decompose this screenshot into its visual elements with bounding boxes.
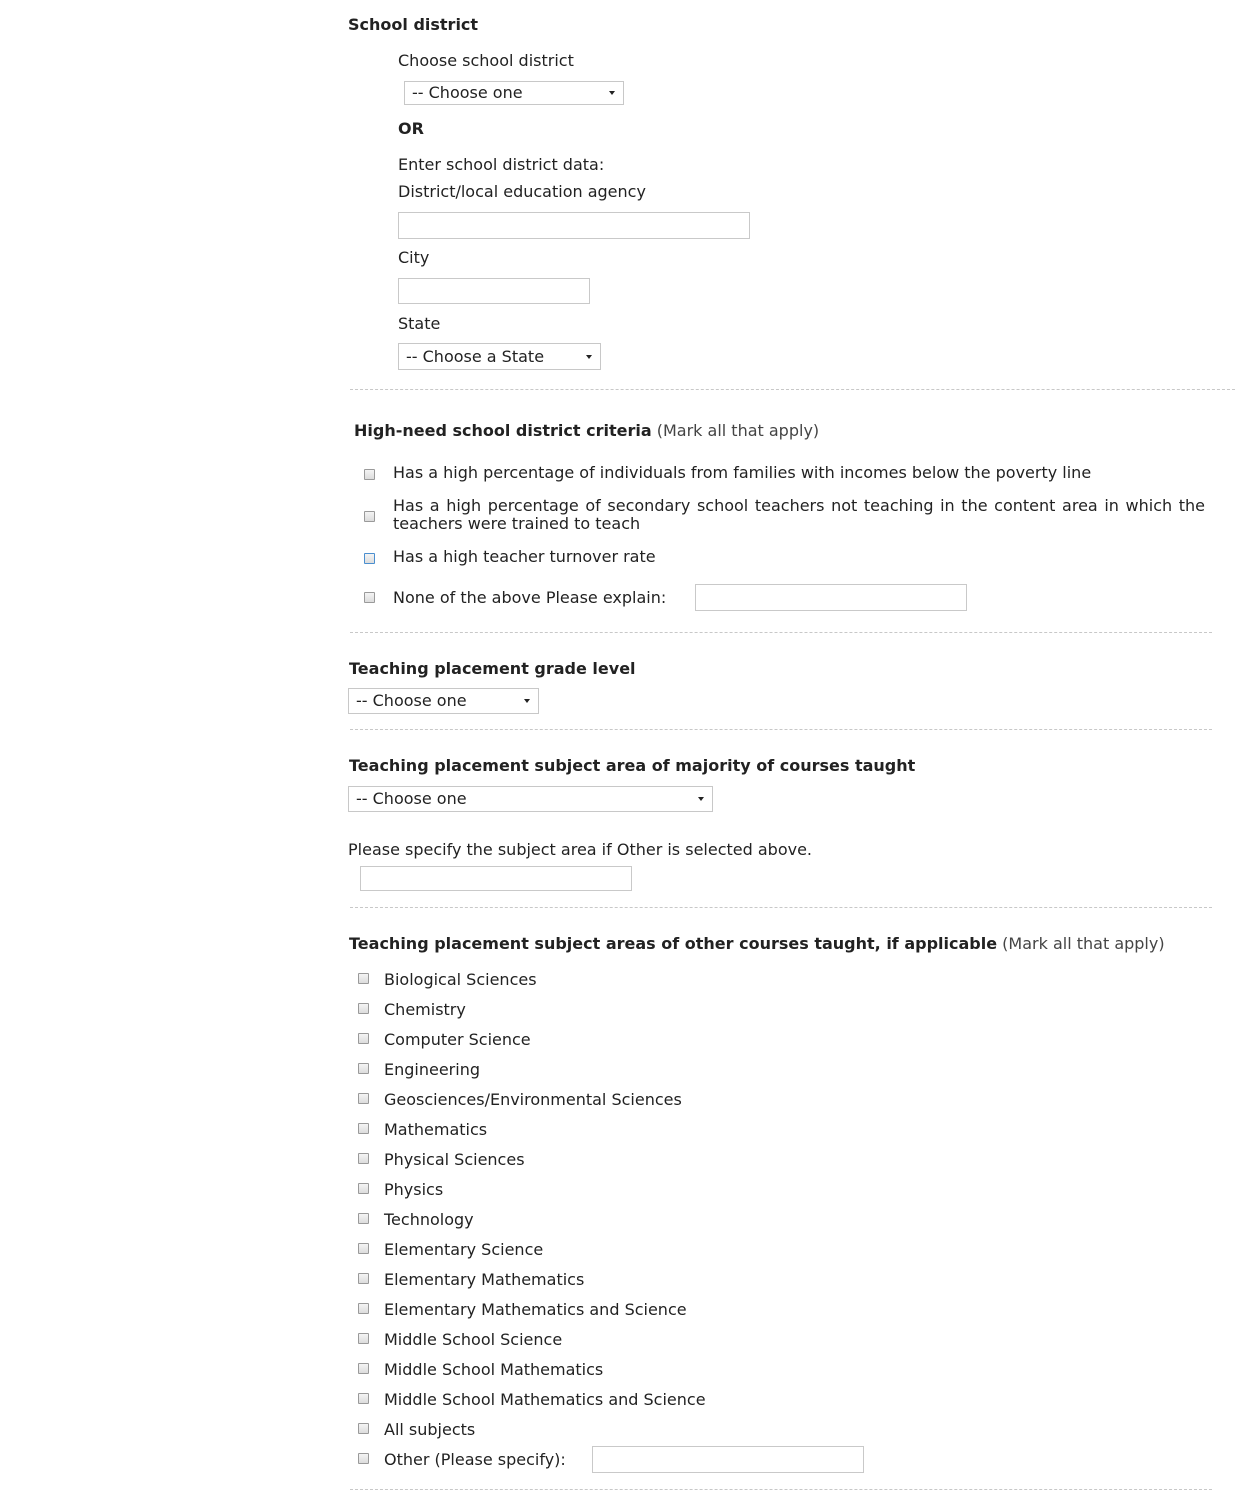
subject-checkbox[interactable] [358,1123,369,1134]
section-divider [350,907,1212,908]
city-input[interactable] [398,278,590,304]
state-label: State [398,314,441,333]
turnover-checkbox[interactable] [364,553,375,564]
subject-label: Technology [384,1210,474,1229]
subject-label: Middle School Science [384,1330,563,1349]
other-subjects-title: Teaching placement subject areas of other courses taught, if applicable [349,934,998,953]
subject-label: Middle School Mathematics [384,1360,604,1379]
grade-level-select[interactable] [348,688,539,714]
other-subject-specify-input[interactable] [592,1446,864,1473]
chevron-down-icon [698,797,704,801]
subject-checkbox[interactable] [358,1183,369,1194]
subject-label: Other (Please specify): [384,1450,566,1469]
section-divider [350,1489,1212,1490]
section-divider [350,389,1235,390]
subject-checkbox[interactable] [358,1393,369,1404]
subject-label: Elementary Science [384,1240,544,1259]
subject-label: Physical Sciences [384,1150,525,1169]
subject-checkbox[interactable] [358,1003,369,1014]
subject-label: Chemistry [384,1000,466,1019]
subject-checkbox[interactable] [358,1243,369,1254]
subject-checkbox[interactable] [358,1213,369,1224]
specify-subject-input[interactable] [360,866,632,891]
out-of-field-checkbox[interactable] [364,511,375,522]
subject-checkbox[interactable] [358,973,369,984]
subject-label: Computer Science [384,1030,531,1049]
subject-label: Engineering [384,1060,480,1079]
state-select-value: -- Choose a State [406,347,545,366]
out-of-field-label-line1: Has a high percentage of secondary school teachers not teaching in the content area in which the [393,496,1205,515]
subject-checkbox[interactable] [358,1093,369,1104]
subject-label: Biological Sciences [384,970,537,989]
subject-label: Elementary Mathematics and Science [384,1300,687,1319]
subject-checkbox[interactable] [358,1333,369,1344]
other-subjects-note: (Mark all that apply) [1002,934,1165,953]
subject-checkbox[interactable] [358,1273,369,1284]
high-need-note: (Mark all that apply) [656,421,820,440]
subject-label: Middle School Mathematics and Science [384,1390,706,1409]
subject-checkbox[interactable] [358,1453,369,1464]
subject-checkbox[interactable] [358,1063,369,1074]
state-select[interactable] [398,343,601,370]
none-above-checkbox[interactable] [364,592,375,603]
chevron-down-icon [524,699,530,703]
choose-school-district-label: Choose school district [398,51,574,70]
subject-label: Geosciences/Environmental Sciences [384,1090,682,1109]
enter-district-data-label: Enter school district data: [398,155,605,174]
explain-input[interactable] [695,584,967,611]
section-divider [350,632,1212,633]
chevron-down-icon [609,91,615,95]
subject-label: Elementary Mathematics [384,1270,585,1289]
subject-majority-select-value: -- Choose one [356,789,467,808]
subject-label: All subjects [384,1420,476,1439]
city-label: City [398,248,430,267]
subject-label: Physics [384,1180,444,1199]
out-of-field-label-line2: teachers were trained to teach [393,514,641,533]
subject-checkbox[interactable] [358,1423,369,1434]
subject-checkbox[interactable] [358,1303,369,1314]
none-above-label: None of the above Please explain: [393,588,667,607]
district-agency-label: District/local education agency [398,182,646,201]
district-agency-input[interactable] [398,212,750,239]
poverty-checkbox[interactable] [364,469,375,480]
subject-checkbox[interactable] [358,1033,369,1044]
specify-subject-label: Please specify the subject area if Other is selected above. [348,840,812,859]
high-need-heading [354,421,819,440]
grade-level-heading: Teaching placement grade level [349,659,636,678]
subject-checkbox[interactable] [358,1153,369,1164]
or-label: OR [398,119,424,138]
chevron-down-icon [586,355,592,359]
school-district-select[interactable] [404,81,624,105]
section-divider [350,729,1212,730]
subject-majority-heading: Teaching placement subject area of majority of courses taught [349,756,916,775]
school-district-heading: School district [348,15,479,34]
high-need-title: High-need school district criteria [354,421,652,440]
school-district-select-value: -- Choose one [412,83,523,102]
subject-majority-select[interactable] [348,786,713,812]
other-subjects-heading [349,934,1165,953]
subject-label: Mathematics [384,1120,488,1139]
subject-checkbox[interactable] [358,1363,369,1374]
turnover-label: Has a high teacher turnover rate [393,547,656,566]
poverty-label: Has a high percentage of individuals from families with incomes below the poverty line [393,463,1092,482]
grade-level-select-value: -- Choose one [356,691,467,710]
